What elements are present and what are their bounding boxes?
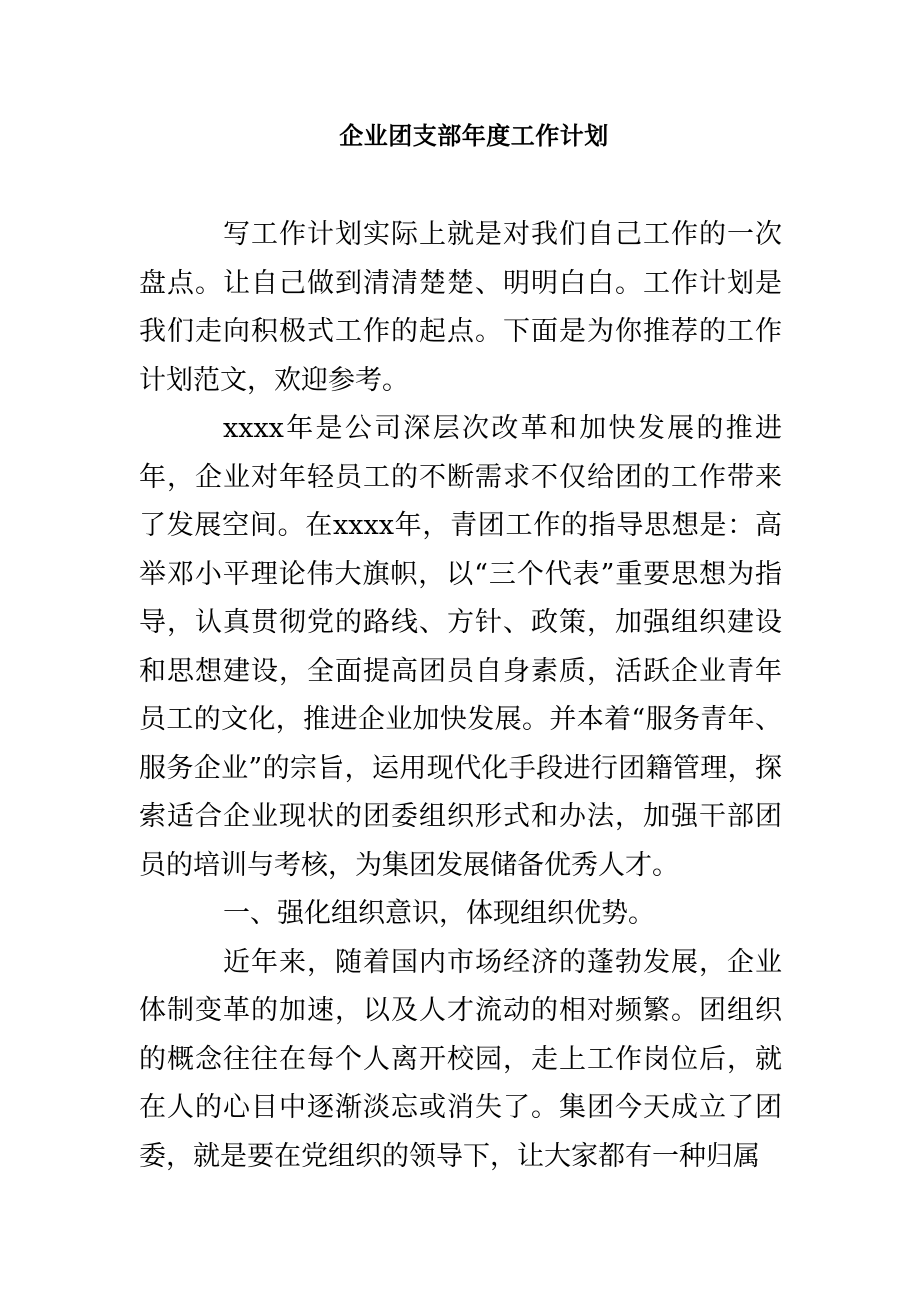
paragraph-recent-years: 近年来，随着国内市场经济的蓬勃发展，企业体制变革的加速，以及人才流动的相对频繁。团组织的概念往往在每个人离开校园，走上工作岗位后，就在人的心目中逐渐淡忘或消失了。集团今天成立了团委，就是要在党组织的领导下，让大家都有一种归属 [139,946,782,1172]
paragraph-intro: 写工作计划实际上就是对我们自己工作的一次盘点。让自己做到清清楚楚、明明白白。工作计划是我们走向积极式工作的起点。下面是为你推荐的工作计划范文，欢迎参考。 [139,219,782,396]
document-body [139,211,782,1181]
paragraph-guiding-thought: xxxx年是公司深层次改革和加快发展的推进年，企业对年轻员工的不断需求不仅给团的工作带来了发展空间。在xxxx年，青团工作的指导思想是：高举邓小平理论伟大旗帜，以“三个代表”重要思想为指导，认真贯彻党的路线、方针、政策，加强组织建设和思想建设，全面提高团员自身素质，活跃企业青年员工的文化，推进企业加快发展。并本着“服务青年、服务企业”的宗旨，运用现代化手段进行团籍管理，探索适合企业现状的团委组织形式和办法，加强干部团员的培训与考核，为集团发展储备优秀人才。 [139,413,782,881]
section-heading-1: 一、强化组织意识，体现组织优势。 [223,898,655,929]
document-title: 企业团支部年度工作计划 [339,121,609,150]
